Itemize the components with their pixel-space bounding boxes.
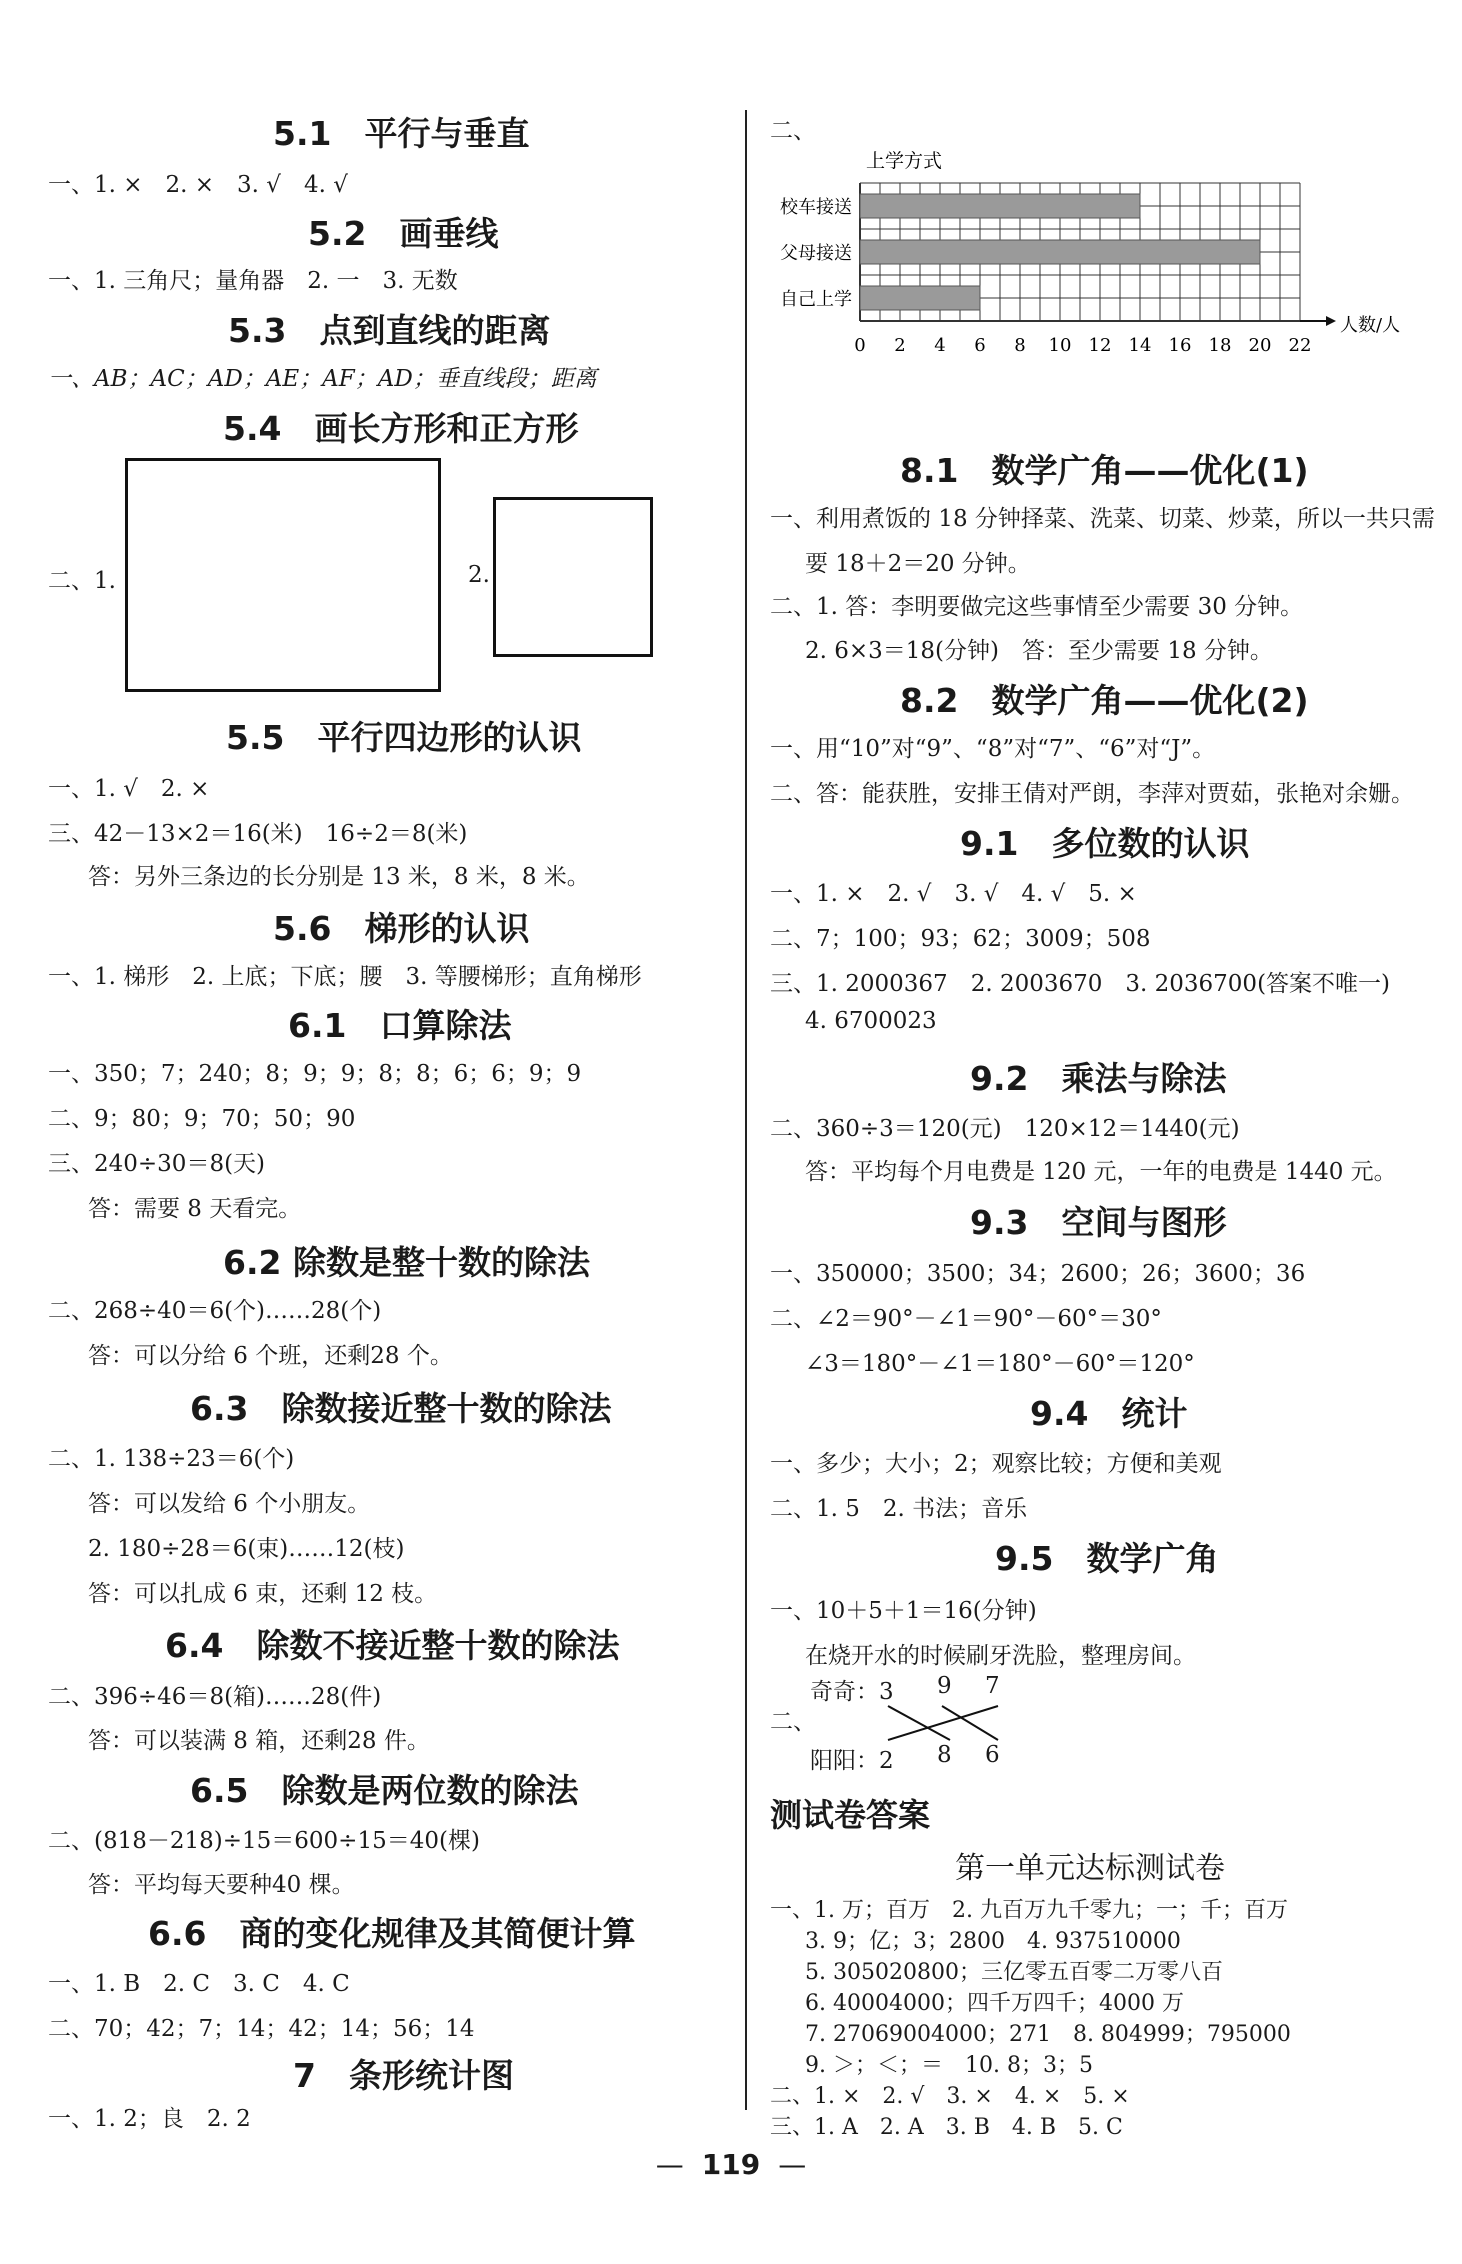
figure-label: 二、1. (48, 568, 116, 594)
page-number: 119 (701, 2148, 761, 2181)
match-yang-8: 8 (937, 1742, 952, 1768)
x-tick-label: 22 (1288, 335, 1312, 356)
x-tick-label: 20 (1248, 335, 1272, 356)
x-tick-label: 10 (1048, 335, 1072, 356)
answer-line: 9. ＞；＜；＝ 10. 8；3；5 (805, 2053, 1093, 2078)
section-title: 6.1 口算除法 (288, 1006, 512, 1045)
answer-line: 二、1. 5 2. 书法；音乐 (770, 1496, 1028, 1522)
bar-2 (860, 286, 980, 310)
section-title: 8.1 数学广角——优化(1) (900, 451, 1309, 490)
section-title: 6.3 除数接近整十数的除法 (190, 1389, 612, 1428)
answer-line: 5. 305020800；三亿零五百零二万零八百 (805, 1960, 1223, 1985)
answer-line: 二、396÷46＝8(箱)……28(件) (48, 1684, 382, 1710)
test-title: 第一单元达标测试卷 (955, 1851, 1225, 1886)
answer-line: 一、1. B 2. C 3. C 4. C (48, 1971, 350, 1997)
column-divider (745, 110, 747, 2110)
answer-line: 一、1. 三角尺；量角器 2. 一 3. 无数 (48, 268, 458, 294)
answer-line: ∠3＝180°－∠1＝180°－60°＝120° (805, 1351, 1195, 1377)
answer-line: 二、360÷3＝120(元) 120×12＝1440(元) (770, 1116, 1240, 1142)
section-title: 7 条形统计图 (293, 2056, 514, 2095)
x-tick-label: 4 (934, 335, 946, 356)
x-tick-label: 12 (1088, 335, 1112, 356)
section-title: 9.5 数学广角 (995, 1539, 1219, 1578)
answer-line: 一、1. 2；良 2. 2 (48, 2106, 251, 2132)
answer-line: 三、1. A 2. A 3. B 4. B 5. C (770, 2115, 1123, 2140)
answer-line: 二、9；80；9；70；50；90 (48, 1106, 356, 1132)
answer-line: 一、用“10”对“9”、“8”对“7”、“6”对“J”。 (770, 736, 1216, 762)
match-qiqi-7: 7 (985, 1673, 1000, 1699)
answer-line: 4. 6700023 (805, 1008, 937, 1034)
answer-line: 2. 6×3＝18(分钟) 答：至少需要 18 分钟。 (805, 638, 1273, 664)
answer-line: 2. 180÷28＝6(束)……12(枝) (88, 1536, 405, 1562)
match-yang-6: 6 (985, 1742, 1000, 1768)
x-tick-label: 16 (1168, 335, 1192, 356)
answer-line: 二、1. 答：李明要做完这些事情至少需要 30 分钟。 (770, 594, 1304, 620)
answer-line: 答：可以发给 6 个小朋友。 (88, 1491, 371, 1517)
answer-line: 三、42－13×2＝16(米) 16÷2＝8(米) (48, 821, 468, 847)
answer-line: 答：可以分给 6 个班，还剩28 个。 (88, 1343, 453, 1369)
x-axis-arrow (1326, 316, 1336, 326)
match-qiqi-9: 9 (937, 1673, 952, 1699)
x-tick-label: 0 (854, 335, 866, 356)
section-title: 5.4 画长方形和正方形 (223, 409, 579, 448)
section-title: 9.3 空间与图形 (970, 1203, 1227, 1242)
x-tick-label: 8 (1014, 335, 1026, 356)
match-row-qiqi: 奇奇：3 (810, 1679, 894, 1705)
section-title: 8.2 数学广角——优化(2) (900, 681, 1309, 720)
drawn-rectangle (125, 458, 441, 692)
section-title: 6.6 商的变化规律及其简便计算 (148, 1914, 636, 1953)
answer-line: 一、1. 万；百万 2. 九百万九千零九；一；千；百万 (770, 1898, 1288, 1923)
section-title: 9.1 多位数的认识 (960, 824, 1250, 863)
answer-line: 7. 27069004000；271 8. 804999；795000 (805, 2022, 1291, 2047)
answer-line: 二、∠2＝90°－∠1＝90°－60°＝30° (770, 1306, 1162, 1332)
answer-line: 3. 9；亿；3；2800 4. 937510000 (805, 1929, 1181, 1954)
x-tick-label: 6 (974, 335, 986, 356)
category-label: 自己上学 (780, 289, 852, 310)
match-question-label: 二、 (770, 1709, 816, 1735)
bar-1 (860, 240, 1260, 264)
answer-line: 答：平均每个月电费是 120 元，一年的电费是 1440 元。 (805, 1159, 1397, 1185)
answer-line: 二、1. × 2. √ 3. × 4. × 5. × (770, 2084, 1130, 2109)
section-title: 5.1 平行与垂直 (273, 114, 530, 153)
answer-line: 一、AB；AC；AD；AE；AF；AD；垂直线段；距离 (48, 366, 597, 392)
answer-line: 三、1. 2000367 2. 2003670 3. 2036700(答案不唯一) (770, 971, 1391, 997)
section-title: 5.6 梯形的认识 (273, 909, 530, 948)
answer-line: 一、10＋5＋1＝16(分钟) (770, 1598, 1037, 1624)
section-title: 6.4 除数不接近整十数的除法 (165, 1626, 620, 1665)
section-title: 5.3 点到直线的距离 (228, 311, 551, 350)
answer-line: 二、1. 138÷23＝6(个) (48, 1446, 295, 1472)
answer-line: 二、(818－218)÷15＝600÷15＝40(棵) (48, 1828, 480, 1854)
page-footer (0, 2148, 1462, 2181)
bar-chart (765, 145, 1445, 390)
answer-line: 二、7；100；93；62；3009；508 (770, 926, 1151, 952)
section-title: 6.5 除数是两位数的除法 (190, 1771, 579, 1810)
x-tick-label: 18 (1208, 335, 1232, 356)
match-lines (880, 1702, 1020, 1744)
answer-line: 一、350000；3500；34；2600；26；3600；36 (770, 1261, 1306, 1287)
answer-line: 一、1. × 2. √ 3. √ 4. √ 5. × (770, 881, 1137, 907)
drawn-square (493, 497, 653, 657)
answer-line: 三、240÷30＝8(天) (48, 1151, 266, 1177)
x-tick-label: 2 (894, 335, 906, 356)
answer-line: 一、1. √ 2. × (48, 776, 210, 802)
answer-line: 二、70；42；7；14；42；14；56；14 (48, 2016, 475, 2042)
answer-line: 答：另外三条边的长分别是 13 米，8 米，8 米。 (88, 864, 590, 890)
match-row-yangyang: 阳阳：2 (810, 1748, 894, 1774)
section-title: 5.5 平行四边形的认识 (226, 718, 582, 757)
figure-label: 2. (468, 562, 490, 588)
section-title: 5.2 画垂线 (308, 214, 499, 253)
answer-line: 答：平均每天要种40 棵。 (88, 1872, 355, 1898)
answer-line: 一、1. × 2. × 3. √ 4. √ (48, 172, 348, 198)
answer-line: 要 18＋2＝20 分钟。 (805, 551, 1031, 577)
x-axis-label: 人数/人 (1340, 315, 1401, 336)
category-label: 父母接送 (780, 243, 852, 264)
footer-dash: — (655, 2148, 684, 2181)
test-answers-heading: 测试卷答案 (770, 1796, 931, 1834)
answer-line: 在烧开水的时候刷牙洗脸，整理房间。 (805, 1643, 1196, 1669)
bar-0 (860, 194, 1140, 218)
footer-dash: — (778, 2148, 807, 2181)
answer-line: 6. 40004000；四千万四千；4000 万 (805, 1991, 1184, 2016)
answer-line: 二、答：能获胜，安排王倩对严朗，李萍对贾茹，张艳对余姗。 (770, 781, 1414, 807)
answer-line: 二、268÷40＝6(个)……28(个) (48, 1298, 382, 1324)
chart-question-label: 二、 (770, 118, 816, 144)
answer-line: 答：可以扎成 6 束，还剩 12 枝。 (88, 1581, 438, 1607)
chart-title: 上学方式 (866, 150, 943, 172)
section-title: 9.4 统计 (1030, 1394, 1188, 1433)
answer-line: 一、多少；大小；2；观察比较；方便和美观 (770, 1451, 1222, 1477)
category-label: 校车接送 (780, 197, 852, 218)
section-title: 9.2 乘法与除法 (970, 1059, 1227, 1098)
answer-line: 答：需要 8 天看完。 (88, 1196, 302, 1222)
answer-line: 一、1. 梯形 2. 上底；下底；腰 3. 等腰梯形；直角梯形 (48, 964, 642, 990)
answer-line: 答：可以装满 8 箱，还剩28 件。 (88, 1728, 430, 1754)
answer-line: 一、350；7；240；8；9；9；8；8；6；6；9；9 (48, 1061, 582, 1087)
section-title: 6.2 除数是整十数的除法 (223, 1243, 590, 1282)
x-tick-label: 14 (1128, 335, 1152, 356)
answer-line: 一、利用煮饭的 18 分钟择菜、洗菜、切菜、炒菜，所以一共只需 (770, 506, 1435, 532)
